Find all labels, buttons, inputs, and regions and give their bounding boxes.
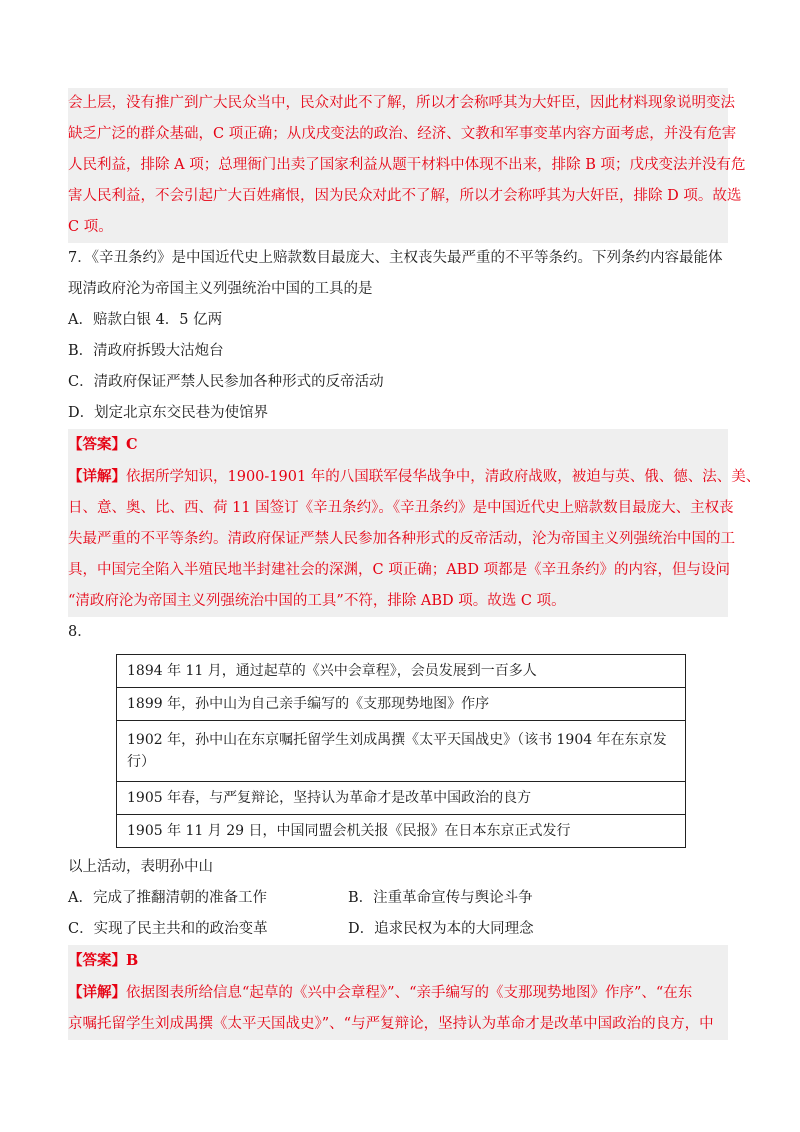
option-c: C．清政府保证严禁人民参加各种形式的反帝活动 xyxy=(68,374,384,390)
question-stem: 现清政府沦为帝国主义列强统治中国的工具的是 xyxy=(68,281,373,297)
table-row xyxy=(117,782,686,815)
question-stem: 以上活动，表明孙中山 xyxy=(68,859,213,875)
detail-line: 具，中国完全陷入半殖民地半封建社会的深渊，C 项正确；ABD 项都是《辛丑条约》的内容，但与设问 xyxy=(68,562,731,578)
table-cell: 1894 年 11 月，通过起草的《兴中会章程》，会员发展到一百多人 xyxy=(117,655,686,688)
explanation-line: 会上层，没有推广到广大民众当中，民众对此不了解，所以才会称呼其为大奸臣，因此材料现象说明变法 xyxy=(68,95,735,111)
answer-value: C xyxy=(126,436,138,453)
option-d: D．划定北京东交民巷为使馆界 xyxy=(68,405,269,421)
detail-line: 日、意、奥、比、西、荷 11 国签订《辛丑条约》。《辛丑条约》是中国近代史上赔款数目最庞大、主权丧 xyxy=(68,500,734,516)
table-row xyxy=(117,655,686,688)
option-b: B．清政府拆毁大沽炮台 xyxy=(68,343,224,359)
option-a: A．赔款白银 4．5 亿两 xyxy=(68,312,223,328)
table-row xyxy=(117,688,686,721)
table-row xyxy=(117,721,686,782)
question-number: 8． xyxy=(68,624,92,640)
answer-value: B xyxy=(126,952,139,969)
question-stem: 7．《辛丑条约》是中国近代史上赔款数目最庞大、主权丧失最严重的不平等条约。下列条约内容最能体 xyxy=(68,250,723,266)
table-cell: 1905 年 11 月 29 日，中国同盟会机关报《民报》在日本东京正式发行 xyxy=(117,815,686,848)
detail-line: 失最严重的不平等条约。清政府保证严禁人民参加各种形式的反帝活动，沦为帝国主义列强统治中国的工 xyxy=(68,531,735,547)
options-row xyxy=(68,914,728,945)
question-7 xyxy=(68,243,728,429)
detail-line: “清政府沦为帝国主义列强统治中国的工具”不符，排除 ABD 项。故选 C 项。 xyxy=(68,593,566,609)
detail-line xyxy=(68,461,761,493)
answer-label: 【答案】 xyxy=(68,952,126,969)
answer-line xyxy=(68,945,728,977)
table-row xyxy=(117,815,686,848)
detail-label: 【详解】 xyxy=(68,984,126,1001)
options-row xyxy=(68,883,728,914)
table-cell: 1899 年，孙中山为自己亲手编写的《支那现势地图》作序 xyxy=(117,688,686,721)
explanation-line: C 项。 xyxy=(68,219,113,235)
option-b: B．注重革命宣传与舆论斗争 xyxy=(348,890,533,906)
explanation-line: 人民利益，排除 A 项；总理衙门出卖了国家利益从题干材料中体现不出来，排除 B 项；戊戌变法并没有危 xyxy=(68,157,746,173)
explanation-line: 害人民利益，不会引起广大百姓痛恨，因为民众对此不了解，所以才会称呼其为大奸臣，排除 D 项。故选 xyxy=(68,188,742,204)
answer-section-7 xyxy=(68,429,761,617)
answer-line xyxy=(68,429,728,461)
table-cell: 1905 年春，与严复辩论，坚持认为革命才是改革中国政治的良方 xyxy=(117,782,686,815)
page-content xyxy=(68,88,761,1040)
question-8 xyxy=(68,617,728,945)
option-d: D．追求民权为本的大同理念 xyxy=(348,921,534,937)
detail-line xyxy=(68,977,728,1009)
detail-text: 依据所学知识，1900-1901 年的八国联军侵华战争中，清政府战败，被迫与英、俄、德、法、美、 xyxy=(126,469,761,485)
detail-label: 【详解】 xyxy=(68,468,126,485)
detail-line: 京嘱托留学生刘成禺撰《太平天国战史》”、“与严复辩论，坚持认为革命才是改革中国政治的良方，中 xyxy=(68,1016,714,1032)
events-table xyxy=(116,654,686,848)
option-a: A．完成了推翻清朝的准备工作 xyxy=(68,890,267,906)
table-cell: 1902 年，孙中山在东京嘱托留学生刘成禺撰《太平天国战史》（该书 1904 年在东京发行） xyxy=(117,721,686,782)
detail-text: 依据图表所给信息“起草的《兴中会章程》”、“亲手编写的《支那现势地图》作序”、“在东 xyxy=(126,985,693,1001)
option-c: C．实现了民主共和的政治变革 xyxy=(68,921,268,937)
explanation-line: 缺乏广泛的群众基础，C 项正确；从戊戌变法的政治、经济、文教和军事变革内容方面考虑，并没有危害 xyxy=(68,126,737,142)
answer-section-8 xyxy=(68,945,728,1040)
previous-explanation xyxy=(68,88,746,243)
answer-label: 【答案】 xyxy=(68,436,126,453)
